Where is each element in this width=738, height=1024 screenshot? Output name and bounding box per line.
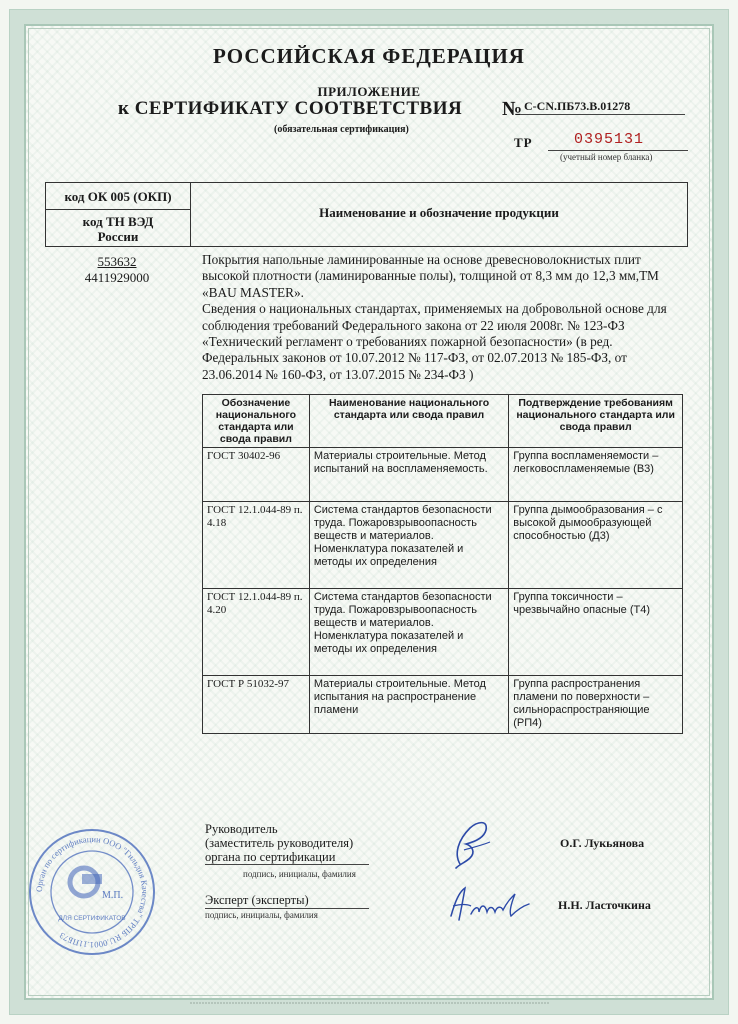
expert-signature-note: подпись, инициалы, фамилия xyxy=(205,910,318,920)
tnved-header-line2: России xyxy=(97,229,139,244)
column-header-name: Наименование национального стандарта или свода правил xyxy=(309,395,508,448)
standard-name: Материалы строительные. Метод испытаний на воспламеняемость. xyxy=(309,448,508,502)
tnved-code: 4411929000 xyxy=(84,270,150,285)
head-title-line3: органа по сертификации xyxy=(205,850,369,865)
okp-code: 553632 xyxy=(97,254,137,269)
certification-type-note: (обязательная сертификация) xyxy=(274,124,409,135)
certificate-heading: к СЕРТИФИКАТУ СООТВЕТСТВИЯ xyxy=(118,98,463,119)
standard-name: Материалы строительные. Метод испытания на распространение пламени xyxy=(309,676,508,734)
blank-number: 0395131 xyxy=(574,131,645,148)
standard-designation: ГОСТ Р 51032-97 xyxy=(203,676,310,734)
table-row xyxy=(203,502,683,589)
expert-title: Эксперт (эксперты) xyxy=(205,893,369,909)
seal-center-mark: М.П. xyxy=(102,890,124,901)
product-name-header: Наименование и обозначение продукции xyxy=(319,205,559,220)
expert-signature-label xyxy=(205,893,369,909)
standard-designation: ГОСТ 12.1.044-89 п. 4.18 xyxy=(203,502,310,589)
underline xyxy=(548,150,688,151)
product-description: Покрытия напольные ламинированные на основе древесноволокнистых плит высокой плотности (ламинированные полы), толщиной от 8,3 мм до 12,3 мм,ТМ «BAU MASTER». xyxy=(202,252,659,300)
head-title-line2: (заместитель руководителя) xyxy=(205,836,354,850)
standard-designation: ГОСТ 30402-96 xyxy=(203,448,310,502)
standards-table xyxy=(202,394,683,734)
standard-name: Система стандартов безопасности труда. Пожаровзрывоопасность веществ и материалов. Номенклатура показателей и методы их определения xyxy=(309,589,508,676)
table-row xyxy=(203,448,683,502)
tnved-header xyxy=(46,214,190,244)
document-subtitle: ПРИЛОЖЕНИЕ xyxy=(317,84,421,99)
head-signature-label xyxy=(205,822,369,865)
head-name: О.Г. Лукьянова xyxy=(560,836,645,850)
standard-confirmation: Группа воспламеняемости – легковоспламеняемые (В3) xyxy=(509,448,683,502)
standard-confirmation: Группа распространения пламени по поверхности – сильнораспространяющие (РП4) xyxy=(509,676,683,734)
expert-name: Н.Н. Ласточкина xyxy=(558,898,651,912)
seal-inner-text: ДЛЯ СЕРТИФИКАТОВ xyxy=(58,915,126,922)
standard-designation: ГОСТ 12.1.044-89 п. 4.20 xyxy=(203,589,310,676)
tnved-header-line1: код ТН ВЭД xyxy=(82,214,154,229)
code-column-header xyxy=(46,183,191,246)
column-header-confirmation: Подтверждение требованиям национального стандарта или свода правил xyxy=(509,395,683,448)
okp-header: код ОК 005 (ОКП) xyxy=(64,189,172,204)
column-header-designation: Обозначение национального стандарта или свода правил xyxy=(203,395,310,448)
tp-label: ТР xyxy=(514,135,533,150)
bottom-microprint xyxy=(190,1001,550,1007)
head-signature xyxy=(440,812,500,872)
certificate-number: C-CN.ПБ73.В.01278 xyxy=(524,99,631,113)
blank-number-note: (учетный номер бланка) xyxy=(560,152,653,162)
standard-name: Система стандартов безопасности труда. Пожаровзрывоопасность веществ и материалов. Номенклатура показателей и методы их определения xyxy=(309,502,508,589)
standard-confirmation: Группа дымообразования – с высокой дымообразующей способностью (Д3) xyxy=(509,502,683,589)
expert-signature xyxy=(445,880,535,930)
product-table-header xyxy=(45,182,688,247)
head-title-line1: Руководитель xyxy=(205,822,278,836)
standards-table-header xyxy=(203,395,683,448)
standards-intro: Сведения о национальных стандартах, применяемых на добровольной основе для соблюдения требований Федерального закона от 22 июля 2008г. № 123-ФЗ «Технический регламент о требованиях пожарной безопасности» (в ред. Федеральных законов от 10.07.2012 № 117-ФЗ, от 02.07.2013 № 185-ФЗ, от 23.06.2014 № 160-ФЗ, от 13.07.2015 № 234-ФЗ ) xyxy=(202,301,667,382)
certification-seal xyxy=(26,826,158,958)
number-sign: № xyxy=(502,98,523,120)
divider xyxy=(46,209,190,210)
underline xyxy=(520,114,685,115)
table-row xyxy=(203,676,683,734)
microprint-line xyxy=(190,1001,550,1005)
table-row xyxy=(203,589,683,676)
head-signature-note: подпись, инициалы, фамилия xyxy=(243,869,356,879)
product-description-block xyxy=(202,252,672,383)
standard-confirmation: Группа токсичности – чрезвычайно опасные (Т4) xyxy=(509,589,683,676)
document-title: РОССИЙСКАЯ ФЕДЕРАЦИЯ xyxy=(213,44,525,68)
seal-ring-text: Орган по сертификации ООО "Гильдия Качества" ТРПБ RU.0001.11ПБ73 xyxy=(33,833,151,951)
product-codes xyxy=(45,254,189,286)
